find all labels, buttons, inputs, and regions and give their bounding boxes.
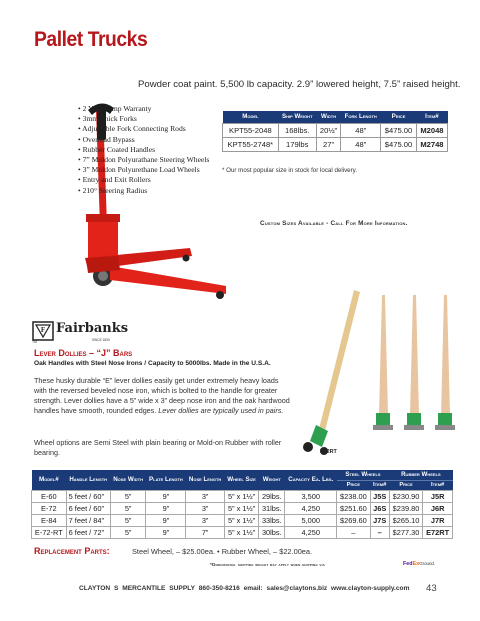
table-cell: 48”	[341, 137, 381, 151]
column-header: Capacity Ea. Lbs.	[285, 470, 337, 491]
table-cell: E-60	[32, 491, 67, 503]
lever-body-text: These husky durable “E” lever dollies easily get under extremely heavy loads with the reversed beveled nose iron, which is bolted to the handle for greater strength. Lever dollies have a 5” wide x 3” deep nose iron and the oak hardwood handles have smooth, rounded edges. Lever dollies are typically used in pairs.	[34, 376, 290, 415]
column-header: Model#	[32, 470, 67, 491]
table-cell: J5S	[370, 491, 389, 503]
table-cell: 4,250	[285, 527, 337, 539]
table-row	[32, 503, 453, 515]
table-cell: M2048	[416, 123, 447, 137]
fedex-ex: Ex	[412, 561, 420, 567]
product-subtitle: Powder coat paint. 5,500 lb capacity. 2.9” lowered height, 7.5” raised height.	[138, 79, 461, 90]
table-cell: $475.00	[381, 123, 417, 137]
lever-dollies-description	[34, 376, 292, 416]
fedex-ground-logo	[403, 561, 435, 567]
column-header: Width	[316, 111, 341, 123]
table-cell: $239.80	[389, 503, 423, 515]
table-cell: 7”	[186, 527, 224, 539]
feature-item: • 7” Moldon Polyurathane Steering Wheels	[78, 155, 209, 165]
column-header: Nose Length	[186, 470, 224, 491]
table-cell: $251.60	[337, 503, 371, 515]
load-wheel	[183, 255, 190, 262]
dolly-upright-image	[404, 295, 424, 430]
column-header: Nose Width	[110, 470, 146, 491]
column-header: Rubber Wheels	[389, 470, 452, 480]
fedex-fed: Fed	[403, 561, 413, 567]
replacement-parts-title: Replacement Parts:	[34, 546, 110, 556]
table-row	[32, 527, 453, 539]
table-cell: 5” x 1½”	[224, 527, 258, 539]
lever-dollies-subtitle: Oak Handles with Steel Nose Irons / Capacity to 5000lbs. Made in the U.S.A.	[34, 360, 271, 367]
table-cell: 5”	[110, 527, 146, 539]
lever-body-italic: Lever dollies are typically used in pairs.	[158, 406, 284, 415]
table-cell: 168lbs.	[278, 123, 316, 137]
column-header: Weight	[259, 470, 285, 491]
table-cell: 6 feet / 60”	[66, 503, 110, 515]
table-cell: E-72	[32, 503, 67, 515]
table-cell: 5” x 1½”	[224, 491, 258, 503]
column-subheader: Price	[337, 480, 371, 491]
lever-dolly-images	[296, 285, 461, 455]
feature-item: • 3” Moldon Polyurethane Load Wheels	[78, 165, 209, 175]
column-header: Handle Length	[66, 470, 110, 491]
table-row	[32, 491, 453, 503]
footer-contact: CLAYTON S MERCANTILE SUPPLY 860-350-8216 email: sales@claytons.biz www.clayton-supply.com	[79, 585, 410, 592]
table-cell: $230.90	[389, 491, 423, 503]
page-number: 43	[426, 583, 437, 594]
table-cell: 3”	[186, 491, 224, 503]
feature-item: • Rubber Coated Handles	[78, 145, 209, 155]
column-header: Ship Weight	[278, 111, 316, 123]
table-cell: $265.10	[389, 515, 423, 527]
replacement-parts-text: Steel Wheel, – $25.00ea. • Rubber Wheel, – $22.00ea.	[132, 547, 313, 556]
table-cell: J5R	[423, 491, 453, 503]
table-cell: J7R	[423, 515, 453, 527]
logo-emblem-letter: F	[40, 326, 46, 334]
table-cell: –	[337, 527, 371, 539]
column-subheader: Item#	[423, 480, 453, 491]
table-cell: 5” x 1½”	[224, 515, 258, 527]
table-cell: J7S	[370, 515, 389, 527]
table-cell: 5” x 1½”	[224, 503, 258, 515]
table-cell: $238.00	[337, 491, 371, 503]
table-cell: 6 feet / 72”	[66, 527, 110, 539]
table-cell: 30lbs.	[259, 527, 285, 539]
table-cell: 3”	[186, 515, 224, 527]
popular-size-note: * Our most popular size in stock for local delivery.	[222, 167, 358, 174]
dolly-upright-image	[435, 295, 455, 430]
table-cell: 9”	[146, 527, 186, 539]
column-subheader: Item#	[370, 480, 389, 491]
feature-item: • Adjustable Fork Connecting Rods	[78, 124, 209, 134]
table-cell: 33lbs.	[259, 515, 285, 527]
table-cell: M2748	[416, 137, 447, 151]
table-cell: 7 feet / 84”	[66, 515, 110, 527]
brand-since: SINCE 1830	[92, 338, 110, 342]
column-header: Price	[381, 111, 417, 123]
pallet-truck-table	[222, 111, 448, 152]
table-cell: 9”	[146, 491, 186, 503]
feature-item: • 2 Year Pump Warranty	[78, 104, 209, 114]
table-cell: 3”	[186, 503, 224, 515]
table-cell: $475.00	[381, 137, 417, 151]
table-cell: 9”	[146, 503, 186, 515]
table-cell: J6S	[370, 503, 389, 515]
table-cell: 5,000	[285, 515, 337, 527]
column-header: Fork Length	[341, 111, 381, 123]
fedex-ground: Ground.	[419, 561, 436, 566]
table-cell: E72RT	[423, 527, 453, 539]
table-cell: 29lbs.	[259, 491, 285, 503]
feature-item: • Entry and Exit Rollers	[78, 175, 209, 185]
feature-item: • Overload Bypass	[78, 135, 209, 145]
table-row	[32, 515, 453, 527]
fairbanks-brand-name: Fairbanks	[56, 321, 129, 336]
fork-right	[110, 266, 226, 294]
table-row	[223, 123, 448, 137]
table-cell: 179lbs	[278, 137, 316, 151]
column-header: Plate Length	[146, 470, 186, 491]
table-cell: 5”	[110, 503, 146, 515]
column-header: Wheel Size	[224, 470, 258, 491]
wheel-options-text: Wheel options are Semi Steel with plain bearing or Mold-on Rubber with roller bearing.	[34, 438, 282, 457]
feature-list	[78, 104, 209, 196]
table-cell: E-84	[32, 515, 67, 527]
page-title: Pallet Trucks	[34, 28, 148, 51]
load-wheel	[216, 291, 224, 299]
column-header: Item#	[416, 111, 447, 123]
table-cell: –	[370, 527, 389, 539]
column-subheader: Price	[389, 480, 423, 491]
column-header: Steel Wheels	[337, 470, 390, 480]
table-cell: $277.30	[389, 527, 423, 539]
table-cell: 5”	[110, 491, 146, 503]
table-cell: KPT55-2048	[223, 123, 279, 137]
table-cell: 4,250	[285, 503, 337, 515]
table-cell: 5 feet / 60”	[66, 491, 110, 503]
table-cell: $269.60	[337, 515, 371, 527]
table-cell: 5”	[110, 515, 146, 527]
column-header: Model	[223, 111, 279, 123]
logo-trademark: TM	[32, 340, 37, 344]
custom-sizes-note: Custom Sizes Available - Call For More Information.	[260, 220, 408, 227]
table-cell: 27”	[316, 137, 341, 151]
lever-dolly-table	[31, 470, 453, 539]
dimensional-weight-note: *Dimensional shipping weight may apply when shipping via	[210, 562, 326, 567]
table-cell: 9”	[146, 515, 186, 527]
dolly-upright-image	[373, 295, 393, 430]
table-cell: KPT55-2748*	[223, 137, 279, 151]
table-cell: J6R	[423, 503, 453, 515]
fairbanks-logo-icon	[32, 321, 54, 341]
table-cell: 31lbs.	[259, 503, 285, 515]
table-cell: E-72-RT	[32, 527, 67, 539]
image-label: E72RT	[320, 449, 337, 455]
table-cell: 20½”	[316, 123, 341, 137]
feature-item: • 210° Steering Radius	[78, 186, 209, 196]
feature-item: • 3mm Thick Forks	[78, 114, 209, 124]
table-row	[223, 137, 448, 151]
lever-dollies-title: Lever Dollies – “J” Bars	[34, 348, 133, 358]
table-cell: 48”	[341, 123, 381, 137]
dolly-e72rt-image	[303, 290, 360, 455]
table-cell: 3,500	[285, 491, 337, 503]
